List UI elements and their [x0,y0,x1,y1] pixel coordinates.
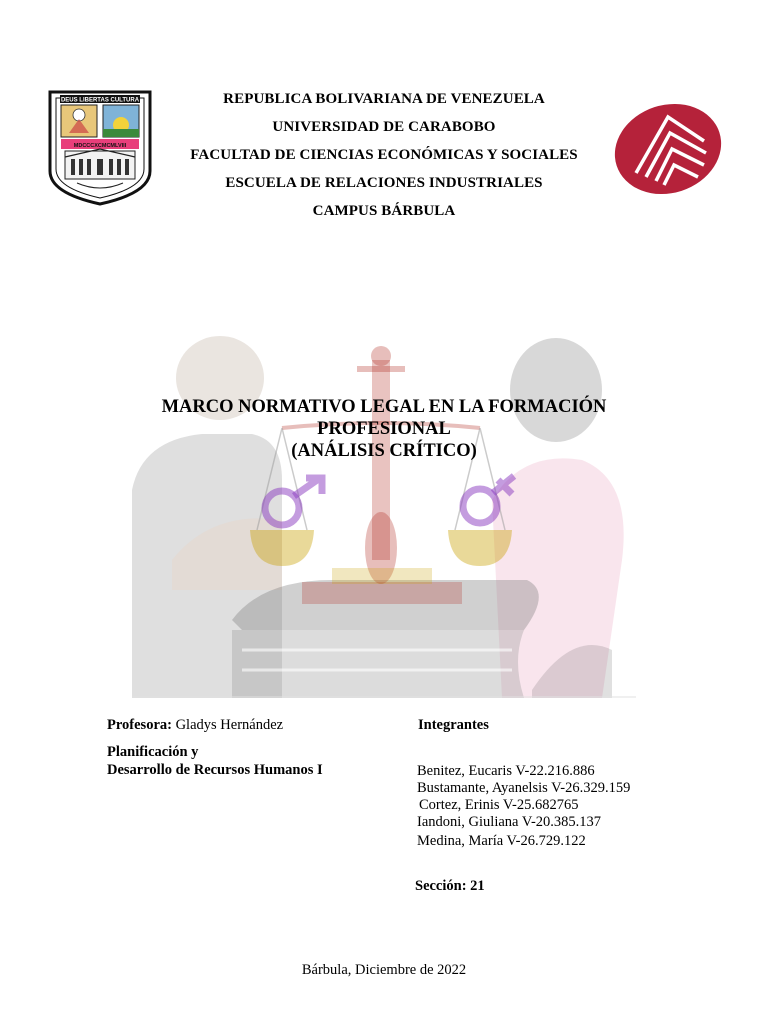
header-line-university: UNIVERSIDAD DE CARABOBO [272,119,496,135]
seal-motto: DEUS LIBERTAS CULTURA [60,97,140,104]
member-item: Medina, María V-26.729.122 [417,833,586,849]
seccion-line [415,877,485,895]
member-item: Cortez, Erinis V-25.682765 [419,797,579,813]
seccion-value: 21 [470,878,485,894]
header-line-country: REPUBLICA BOLIVARIANA DE VENEZUELA [223,91,545,107]
uc-logo [612,101,724,197]
seccion-label: Sección: [415,878,467,894]
profesora-name: Gladys Hernández [175,717,284,733]
seal-year: MDCCCXCMCMLVIII [73,143,127,149]
justice-scale-illustration [132,330,636,698]
title-line-3: (ANÁLISIS CRÍTICO) [291,441,477,461]
title-line-2: PROFESIONAL [317,419,451,439]
title-line-1: MARCO NORMATIVO LEGAL EN LA FORMACIÓN [161,397,607,417]
member-item: Bustamante, Ayanelsis V-26.329.159 [417,780,631,796]
header-line-faculty: FACULTAD DE CIENCIAS ECONÓMICAS Y SOCIALES [190,147,578,163]
subject-line-2: Desarrollo de Recursos Humanos I [107,762,323,778]
document-title [132,396,636,462]
subject-line-1: Planificación y [107,744,199,760]
profesora-label: Profesora: [107,717,172,733]
header-line-campus: CAMPUS BÁRBULA [312,203,456,219]
integrantes-label: Integrantes [418,717,489,733]
place-date: Bárbula, Diciembre de 2022 [301,962,467,978]
profesora-line [107,716,283,734]
member-item: Benitez, Eucaris V-22.216.886 [417,763,595,779]
header-line-school: ESCUELA DE RELACIONES INDUSTRIALES [225,175,543,191]
member-item: Iandoni, Giuliana V-20.385.137 [417,814,602,830]
